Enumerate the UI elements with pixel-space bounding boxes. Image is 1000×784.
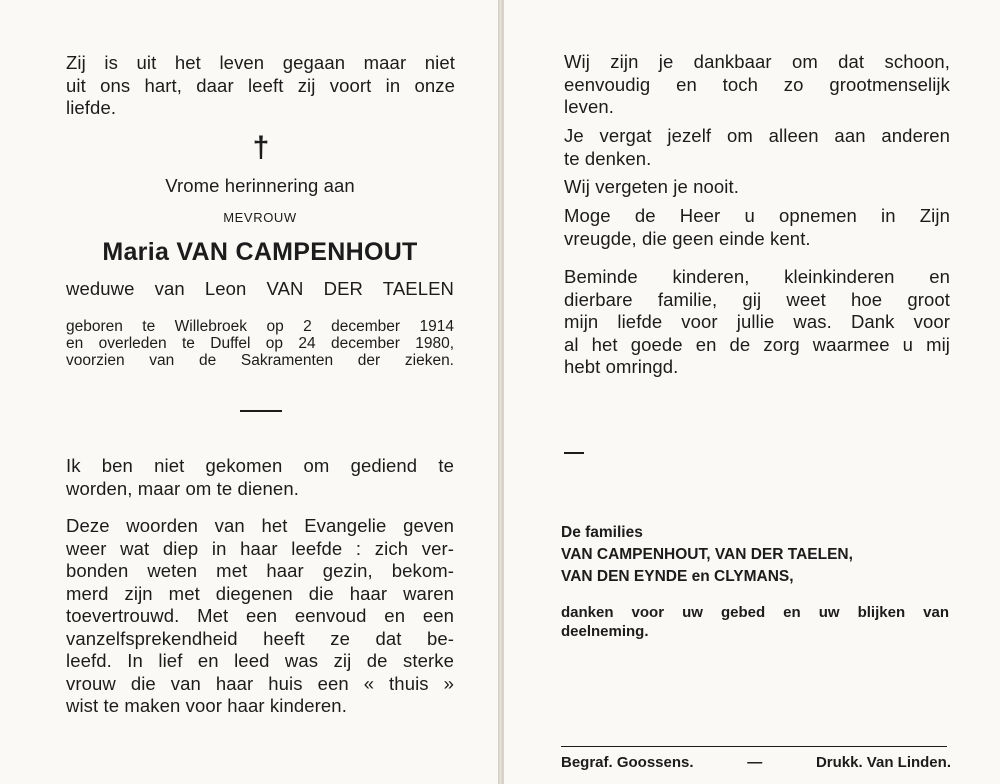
families-label: De families: [561, 524, 643, 541]
selfless-paragraph: [564, 125, 950, 170]
title-mevrouw: MEVROUW: [223, 210, 297, 225]
reflection-line: bonden weten met haar gezin, bekom-: [66, 560, 454, 581]
families-block: [561, 522, 941, 588]
separator-dash: [564, 452, 584, 454]
farewell-line: hebt omringd.: [564, 356, 679, 377]
farewell-paragraph: [564, 266, 950, 379]
selfless-line: Je vergat jezelf om alleen aan anderen: [564, 125, 950, 146]
life-line: voorzien van de Sakramenten der zieken.: [66, 352, 454, 369]
gratitude-line: eenvoudig en toch zo grootmenselijk: [564, 73, 950, 95]
family-names-line: VAN DEN EYNDE en CLYMANS,: [561, 568, 794, 585]
reflection-line: leefd. In lief en leed was zij de sterke: [66, 650, 454, 671]
reflection-line: weer wat diep in haar leefde : zich ver-: [66, 537, 454, 559]
thanks-line: deelneming.: [561, 623, 649, 640]
life-details: [66, 318, 454, 369]
gratitude-line: leven.: [564, 96, 614, 117]
prayer-line: vreugde, die geen einde kent.: [564, 227, 811, 249]
family-names-line: VAN CAMPENHOUT, VAN DER TAELEN,: [561, 546, 853, 563]
reflection-line: toevertrouwd. Met een eenvoud en een: [66, 605, 454, 626]
separator-dash: [240, 410, 282, 412]
reflection-line: vrouw die van haar huis een « thuis »: [66, 672, 454, 694]
left-card: [0, 0, 499, 784]
deceased-name: Maria VAN CAMPENHOUT: [102, 238, 418, 266]
reflection-line: wist te maken voor haar kinderen.: [66, 695, 347, 716]
never-forget-line: Wij vergeten je nooit.: [564, 176, 739, 197]
life-line: en overleden te Duffel op 24 december 1980,: [66, 335, 454, 352]
quote-line: worden, maar om te dienen.: [66, 477, 299, 499]
quote-line: Ik ben niet gekomen om gediend te: [66, 455, 454, 476]
memorial-heading: Vrome herinnering aan: [165, 175, 355, 196]
quote-paragraph: [66, 455, 454, 500]
farewell-line: dierbare familie, gij weet hoe groot: [564, 288, 950, 310]
cross-symbol: †: [252, 131, 270, 164]
reflection-line: Deze woorden van het Evangelie geven: [66, 515, 454, 536]
footer-dash: —: [747, 754, 763, 771]
right-card: [503, 0, 1000, 784]
intro-line: uit ons hart, daar leeft zij voort in onze: [66, 74, 455, 96]
life-line: geboren te Willebroek op 2 december 1914: [66, 318, 454, 335]
footer-credits: [561, 754, 951, 771]
thanks-line: danken voor uw gebed en uw blijken van: [561, 604, 949, 621]
footer-rule: [561, 746, 947, 747]
widow-of-line: weduwe van Leon VAN DER TAELEN: [66, 278, 454, 299]
gratitude-paragraph: [564, 51, 950, 119]
never-forget-paragraph: [564, 176, 950, 199]
reflection-line: vanzelfsprekendheid heeft ze dat be-: [66, 627, 454, 649]
farewell-line: mijn liefde voor jullie was. Dank voor: [564, 311, 950, 332]
reflection-paragraph: [66, 515, 454, 718]
printer-credit: Drukk. Van Linden.: [815, 754, 951, 771]
intro-paragraph: [66, 52, 455, 120]
gratitude-line: Wij zijn je dankbaar om dat schoon,: [564, 51, 950, 72]
prayer-paragraph: [564, 205, 950, 250]
selfless-line: te denken.: [564, 147, 652, 169]
reflection-line: merd zijn met diegenen die haar waren: [66, 582, 454, 604]
undertaker-credit: Begraf. Goossens.: [561, 754, 694, 771]
intro-line: Zij is uit het leven gegaan maar niet: [66, 52, 455, 73]
thanks-paragraph: [561, 603, 949, 641]
farewell-line: al het goede en de zorg waarmee u mij: [564, 333, 950, 355]
intro-line: liefde.: [66, 97, 117, 118]
farewell-line: Beminde kinderen, kleinkinderen en: [564, 266, 950, 287]
prayer-line: Moge de Heer u opnemen in Zijn: [564, 205, 950, 226]
